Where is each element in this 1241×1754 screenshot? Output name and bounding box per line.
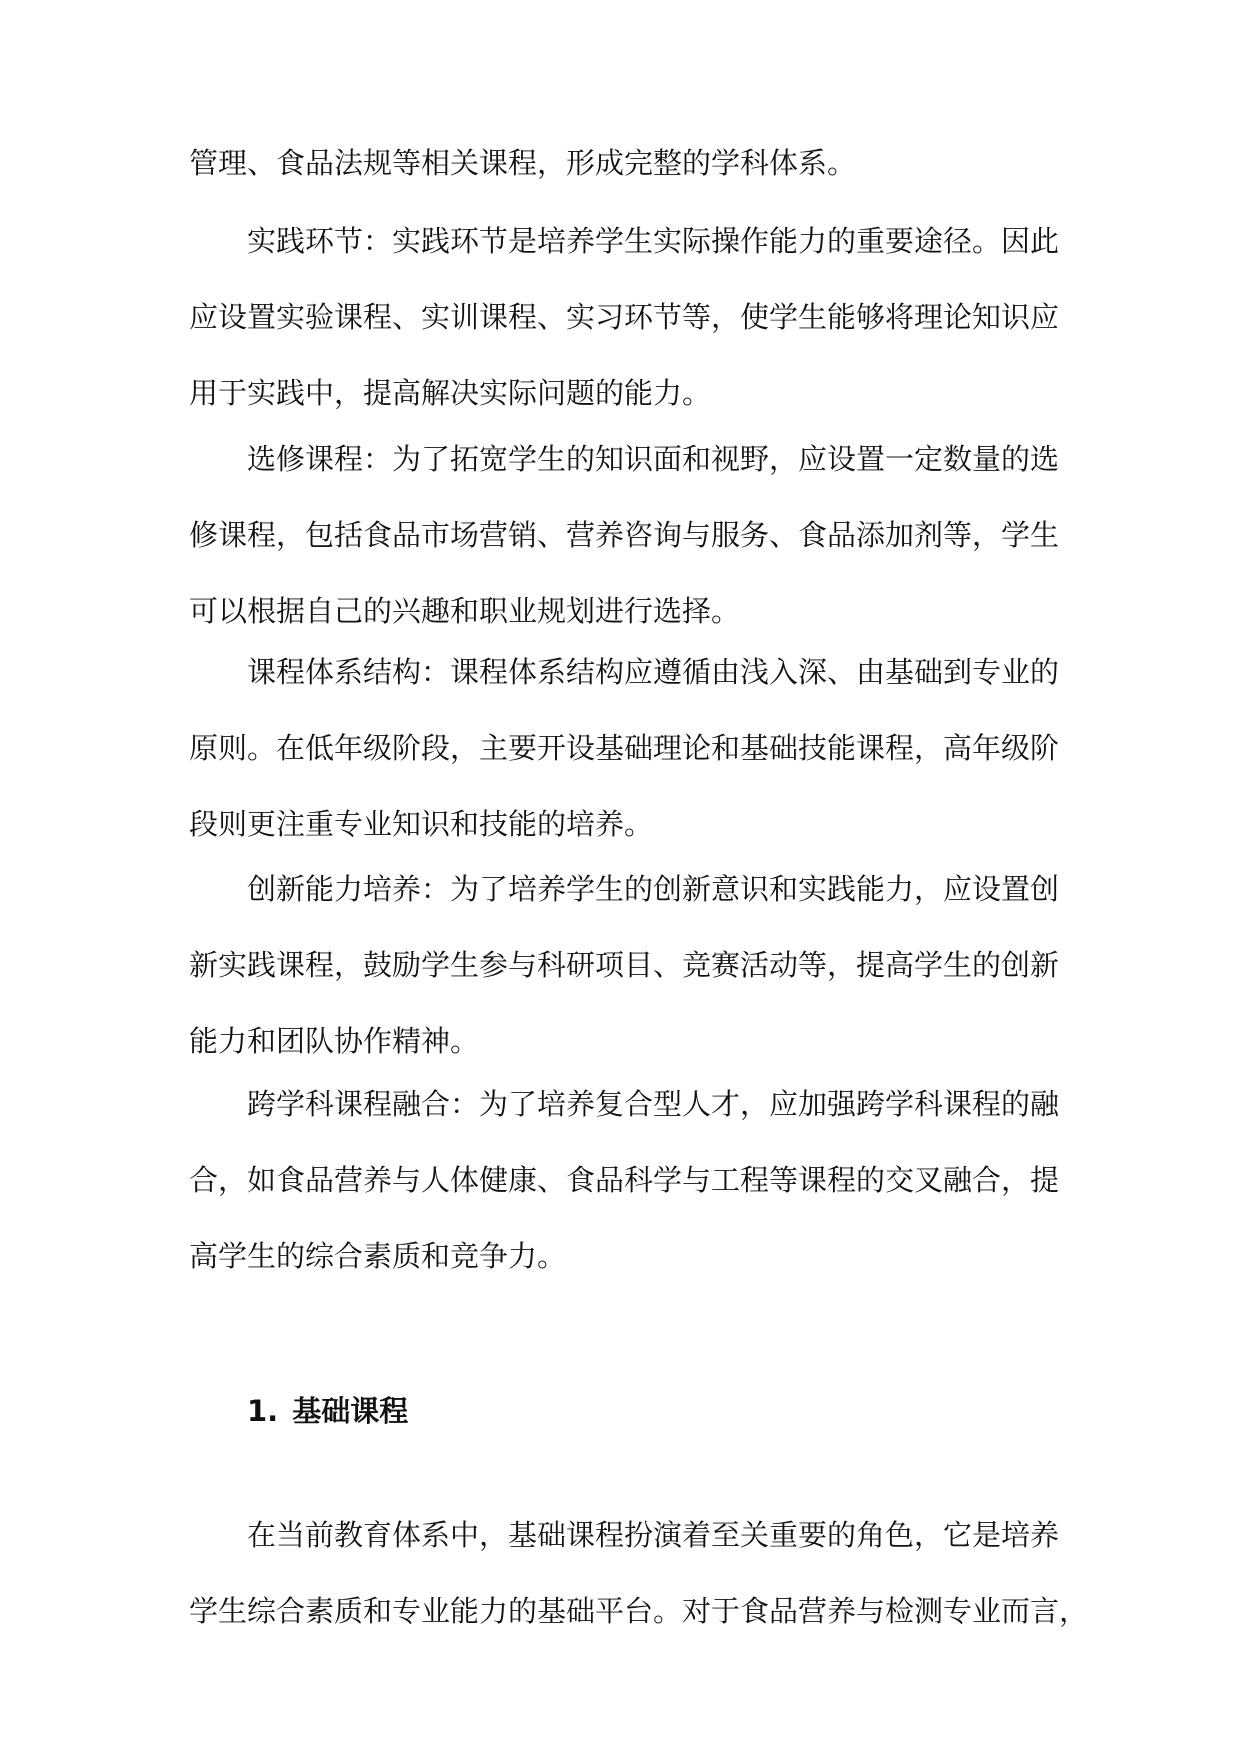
text-line: 可以根据自己的兴趣和职业规划进行选择。 — [189, 594, 741, 628]
text-line: 高学生的综合素质和竞争力。 — [189, 1239, 567, 1273]
text-line: 用于实践中，提高解决实际问题的能力。 — [189, 376, 712, 410]
text-line: 段则更注重专业知识和技能的培养。 — [189, 807, 654, 841]
paragraph-innovation — [189, 851, 1060, 1079]
text-line: 管理、食品法规等相关课程，形成完整的学科体系。 — [189, 146, 857, 180]
text-line: 应设置实验课程、实训课程、实习环节等，使学生能够将理论知识应 — [189, 300, 1060, 334]
text-line: 修课程，包括食品市场营销、营养咨询与服务、食品添加剂等，学生 — [189, 518, 1060, 552]
paragraph-practice — [189, 203, 1060, 431]
text-line: 实践环节：实践环节是培养学生实际操作能力的重要途径。因此 — [247, 224, 1060, 258]
text-line: 能力和团队协作精神。 — [189, 1024, 480, 1058]
text-line: 新实践课程，鼓励学生参与科研项目、竞赛活动等，提高学生的创新 — [189, 948, 1060, 982]
section-heading — [247, 1373, 408, 1449]
text-line: 课程体系结构：课程体系结构应遵循由浅入深、由基础到专业的 — [247, 655, 1060, 689]
paragraph-interdisciplinary — [189, 1066, 1060, 1294]
paragraph-structure — [189, 634, 1060, 862]
paragraph-foundation-courses — [189, 1497, 1089, 1649]
text-line: 合，如食品营养与人体健康、食品科学与工程等课程的交叉融合，提 — [189, 1163, 1060, 1197]
paragraph-continuation — [189, 125, 1055, 201]
text-line: 在当前教育体系中，基础课程扮演着至关重要的角色，它是培养 — [247, 1518, 1060, 1552]
section-title: 基础课程 — [292, 1394, 409, 1428]
text-line: 选修课程：为了拓宽学生的知识面和视野，应设置一定数量的选 — [247, 442, 1060, 476]
paragraph-electives — [189, 421, 1060, 649]
text-line: 原则。在低年级阶段，主要开设基础理论和基础技能课程，高年级阶 — [189, 731, 1060, 765]
text-line: 创新能力培养：为了培养学生的创新意识和实践能力，应设置创 — [247, 872, 1060, 906]
text-line: 学生综合素质和专业能力的基础平台。对于食品营养与检测专业而言， — [189, 1594, 1089, 1628]
text-line: 跨学科课程融合：为了培养复合型人才，应加强跨学科课程的融 — [247, 1087, 1060, 1121]
section-number: 1. — [247, 1394, 279, 1428]
